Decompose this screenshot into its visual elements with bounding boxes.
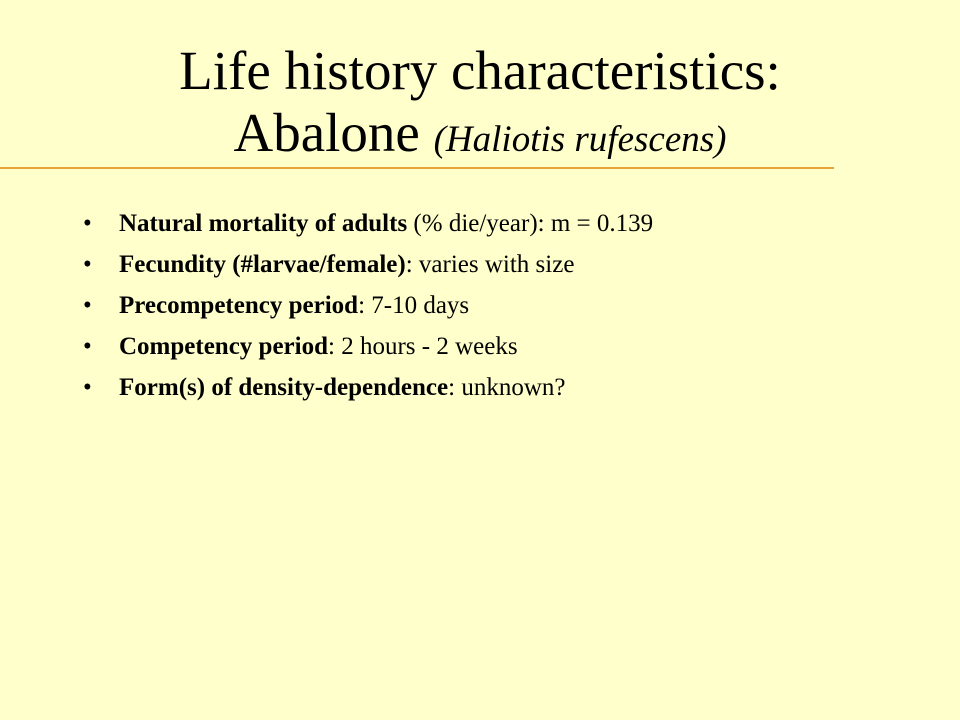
bullet-item-competency xyxy=(83,333,653,361)
bullet-item-fecundity xyxy=(83,251,653,279)
bullet-dot: • xyxy=(83,374,92,401)
bullet-detail: : 7-10 days xyxy=(358,292,470,319)
bullet-list xyxy=(83,210,653,415)
title-species-name: (Haliotis rufescens) xyxy=(433,119,727,160)
bullet-detail: : varies with size xyxy=(405,251,575,278)
bullet-dot: • xyxy=(83,333,92,360)
bullet-item-density-dependence xyxy=(83,374,653,402)
title-main-word: Abalone xyxy=(233,102,420,163)
bullet-term: Competency period xyxy=(119,333,328,360)
bullet-detail: : unknown? xyxy=(448,374,566,401)
title-line-1: Life history characteristics: xyxy=(179,40,781,101)
bullet-item-mortality xyxy=(83,210,653,238)
bullet-dot: • xyxy=(83,251,92,278)
title-divider xyxy=(0,167,834,169)
bullet-term: Precompetency period xyxy=(119,292,359,319)
bullet-term: Form(s) of density-dependence xyxy=(119,374,449,401)
slide-title xyxy=(0,40,960,171)
bullet-detail: : 2 hours - 2 weeks xyxy=(328,333,518,360)
bullet-dot: • xyxy=(83,292,92,319)
bullet-dot: • xyxy=(83,210,92,237)
bullet-item-precompetency xyxy=(83,292,653,320)
bullet-term: Fecundity (#larvae/female) xyxy=(119,251,406,278)
bullet-detail: (% die/year): m = 0.139 xyxy=(407,210,654,237)
bullet-term: Natural mortality of adults xyxy=(119,210,408,237)
